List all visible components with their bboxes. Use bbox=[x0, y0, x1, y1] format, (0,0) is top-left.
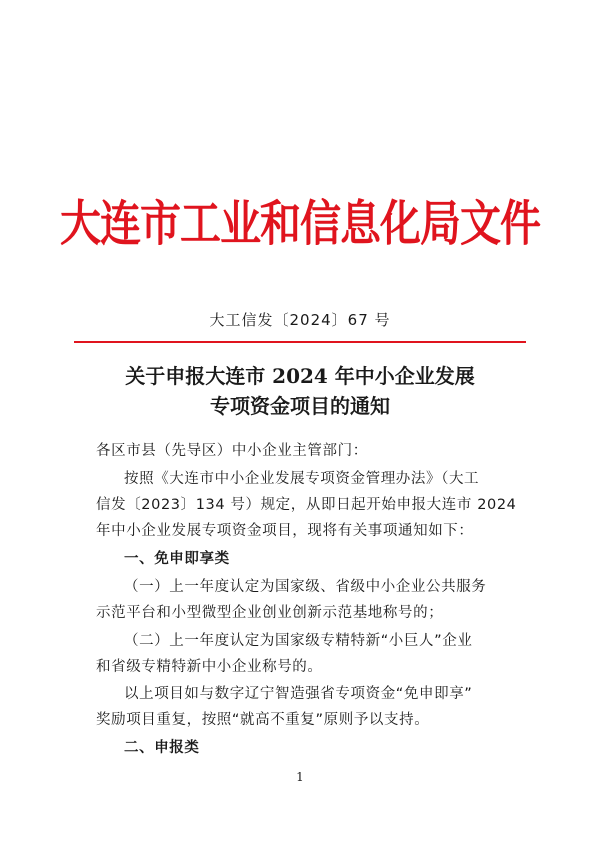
intro-line-3: 年中小企业发展专项资金项目，现将有关事项通知如下： bbox=[96, 523, 474, 539]
item-1-line-1: （一）上一年度认定为国家级、省级中小企业公共服务 bbox=[124, 579, 487, 595]
page-number: 1 bbox=[296, 770, 304, 784]
note-line-1: 以上项目如与数字辽宁智造强省专项资金“免申即享” bbox=[124, 686, 473, 702]
item-1-line-2: 示范平台和小型微型企业创业创新示范基地称号的； bbox=[96, 605, 444, 621]
document-number: 大工信发〔2024〕67 号 bbox=[209, 311, 391, 329]
document-title-line-1: 关于申报大连市 2024 年中小企业发展 bbox=[125, 364, 475, 388]
red-divider-line bbox=[74, 341, 526, 343]
document-title-line-2: 专项资金项目的通知 bbox=[210, 394, 390, 418]
section-1-heading: 一、免申即享类 bbox=[124, 551, 230, 567]
item-2-line-2: 和省级专精特新中小企业称号的。 bbox=[96, 659, 323, 675]
intro-line-1: 按照《大连市中小企业发展专项资金管理办法》（大工 bbox=[124, 471, 480, 487]
intro-line-2: 信发〔2023〕134 号）规定，从即日起开始申报大连市 2024 bbox=[96, 497, 517, 513]
salutation: 各区市县（先导区）中小企业主管部门： bbox=[96, 443, 368, 459]
note-line-2: 奖励项目重复，按照“就高不重复”原则予以支持。 bbox=[96, 712, 430, 728]
section-2-heading: 二、申报类 bbox=[124, 740, 200, 756]
item-2-line-1: （二）上一年度认定为国家级专精特新“小巨人”企业 bbox=[124, 633, 473, 649]
issuing-authority-header: 大连市工业和信息化局文件 bbox=[60, 195, 540, 252]
